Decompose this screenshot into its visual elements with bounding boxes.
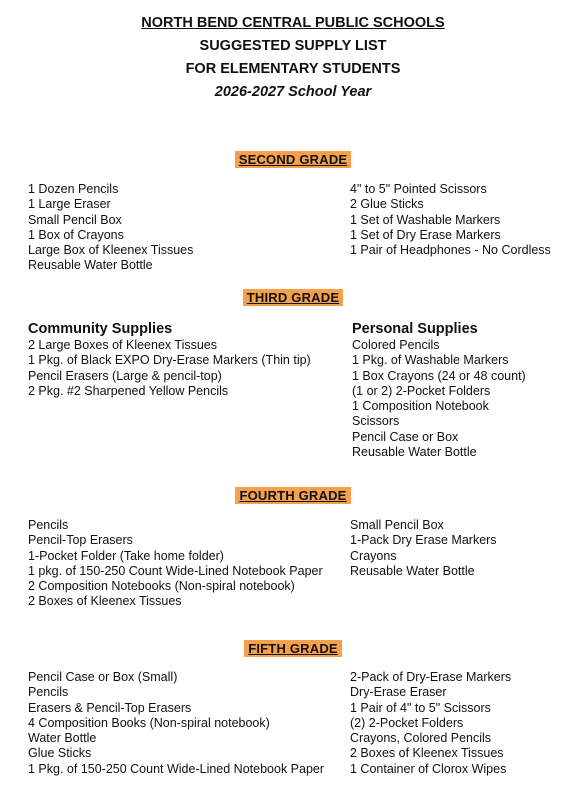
list-title: SUGGESTED SUPPLY LIST (199, 38, 387, 54)
list-item: Pencils (28, 518, 69, 532)
list-item: 1 Large Eraser (28, 197, 111, 212)
list-item: 1 Pkg. of Black EXPO Dry-Erase Markers (Thin tip) (28, 353, 311, 368)
third-grade-right-list (352, 320, 526, 460)
school-name: NORTH BEND CENTRAL PUBLIC SCHOOLS (141, 15, 445, 31)
list-item: Reusable Water Bottle (350, 563, 475, 578)
list-item: Colored Pencils (352, 338, 440, 352)
fourth-grade-right-list (350, 518, 497, 579)
list-item: Pencils (28, 685, 69, 700)
list-item: 1 Pkg. of 150-250 Count Wide-Lined Notebook Paper (28, 761, 325, 776)
list-item: Pencil Case or Box (352, 429, 459, 444)
fifth-grade-right-list (350, 670, 511, 777)
fourth-grade-heading (0, 487, 586, 505)
list-item: Dry-Erase Eraser (350, 685, 447, 700)
list-item: 1 Box Crayons (24 or 48 count) (352, 368, 526, 383)
list-item: 2 Composition Notebooks (Non-spiral notebook) (28, 579, 295, 594)
fifth-grade-title: FIFTH GRADE (244, 640, 342, 657)
list-item: 1 Pair of Headphones - No Cordless (350, 243, 551, 258)
list-item: 2-Pack of Dry-Erase Markers (350, 670, 512, 684)
list-item: Reusable Water Bottle (352, 445, 477, 460)
list-item: 2 Boxes of Kleenex Tissues (28, 594, 182, 609)
list-item: 1 Container of Clorox Wipes (350, 761, 507, 776)
list-item: Erasers & Pencil-Top Erasers (28, 700, 192, 715)
list-item: Pencil Case or Box (Small) (28, 670, 178, 684)
school-year: 2026-2027 School Year (214, 84, 372, 100)
list-item: Pencil-Top Erasers (28, 533, 133, 548)
fourth-grade-title: FOURTH GRADE (235, 487, 350, 504)
fifth-grade-heading (0, 640, 586, 658)
list-item: Reusable Water Bottle (28, 258, 153, 273)
list-item: 1 Pkg. of Washable Markers (352, 353, 509, 368)
fourth-grade-left-list (28, 518, 323, 610)
third-grade-left-list (28, 320, 311, 399)
list-subtitle: FOR ELEMENTARY STUDENTS (185, 61, 401, 77)
list-item: (2) 2-Pocket Folders (350, 715, 464, 730)
list-item: 1-Pocket Folder (Take home folder) (28, 548, 224, 563)
list-item: Large Box of Kleenex Tissues (28, 243, 194, 258)
second-grade-right-list (350, 182, 551, 258)
third-grade-title: THIRD GRADE (243, 289, 343, 306)
list-item: 2 Glue Sticks (350, 197, 424, 212)
second-grade-heading (0, 151, 586, 169)
list-item: 1-Pack Dry Erase Markers (350, 533, 497, 548)
list-item: 1 pkg. of 150-250 Count Wide-Lined Notebook Paper (28, 563, 323, 578)
list-item: Small Pencil Box (28, 212, 122, 227)
fifth-grade-left-list (28, 670, 324, 777)
list-item: 4" to 5" Pointed Scissors (350, 182, 487, 196)
list-item: Scissors (352, 414, 400, 429)
list-item: 2 Large Boxes of Kleenex Tissues (28, 338, 218, 352)
community-supplies-title: Community Supplies (28, 321, 173, 337)
list-item: Glue Sticks (28, 746, 92, 761)
list-item: Pencil Erasers (Large & pencil-top) (28, 368, 222, 383)
list-item: 2 Boxes of Kleenex Tissues (350, 746, 504, 761)
list-item: 4 Composition Books (Non-spiral notebook) (28, 715, 270, 730)
list-item: 1 Dozen Pencils (28, 182, 119, 196)
list-item: 1 Set of Dry Erase Markers (350, 227, 501, 242)
document-header (0, 12, 586, 104)
third-grade-heading (0, 289, 586, 307)
list-item: Small Pencil Box (350, 518, 444, 532)
list-item: Crayons (350, 548, 397, 563)
list-item: (1 or 2) 2-Pocket Folders (352, 383, 491, 398)
list-item: Crayons, Colored Pencils (350, 731, 492, 746)
list-item: 1 Pair of 4" to 5" Scissors (350, 700, 491, 715)
personal-supplies-title: Personal Supplies (352, 321, 478, 337)
second-grade-left-list (28, 182, 193, 274)
second-grade-title: SECOND GRADE (235, 151, 352, 168)
list-item: 2 Pkg. #2 Sharpened Yellow Pencils (28, 383, 229, 398)
list-item: 1 Box of Crayons (28, 227, 124, 242)
list-item: Water Bottle (28, 731, 97, 746)
list-item: 1 Composition Notebook (352, 399, 489, 414)
list-item: 1 Set of Washable Markers (350, 212, 501, 227)
